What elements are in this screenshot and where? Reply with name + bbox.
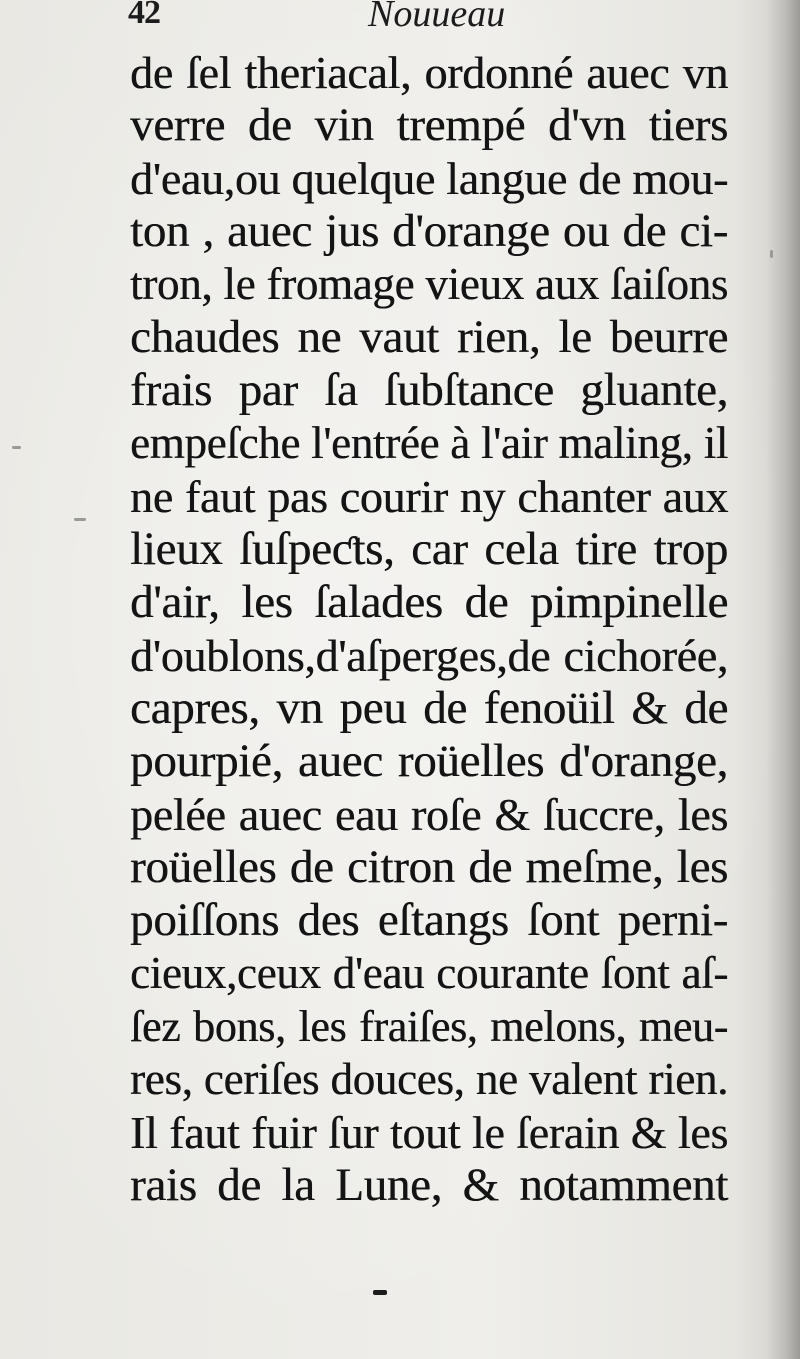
text-line: d'eau,ou quelque langue de mou- [130, 153, 729, 204]
gutter-shadow [766, 0, 800, 1359]
text-line: pelée auec eau roſe & ſuccre, les [130, 789, 728, 840]
text-line: d'oublons,d'aſperges,de cichorée, [130, 630, 728, 681]
text-line: de ſel theriacal, ordonné auec vn [130, 47, 728, 98]
body-text [130, 46, 728, 1212]
page-number: 42 [128, 0, 160, 31]
text-line: cieux,ceux d'eau courante ſont aſ- [130, 948, 728, 998]
text-line: poiſſons des eſtangs ſont perni- [130, 894, 728, 946]
margin-speck [12, 446, 21, 449]
text-line: ſez bons, les fraiſes, melons, meu- [130, 1002, 728, 1051]
footer-mark [373, 1290, 387, 1295]
text-line: roüelles de citron de meſme, les [130, 841, 728, 893]
text-line: Il faut fuir ſur tout le ſerain & les [130, 1107, 728, 1158]
text-line: capres, vn peu de fenoüil & de [130, 682, 728, 734]
text-line: lieux ſuſpeƈts, car cela tire trop [130, 523, 728, 575]
text-line: chaudes ne vaut rien, le beurre [130, 311, 728, 363]
text-line: pourpié, auec roüelles d'orange, [130, 735, 728, 787]
text-line: res, ceriſes douces, ne valent rien. [130, 1054, 728, 1104]
running-head: Nouueau [368, 0, 506, 35]
margin-speck [74, 518, 86, 521]
text-line: ne faut pas courir ny chanter aux [130, 471, 728, 522]
text-line: tron, le fromage vieux aux ſaiſons [130, 259, 728, 309]
margin-speck [770, 250, 773, 258]
text-line: empeſche l'entrée à l'air maling, il [130, 418, 728, 468]
text-line: verre de vin trempé d'vn tiers [130, 99, 728, 151]
text-line: d'air, les ſalades de pimpinelle [130, 576, 728, 628]
text-line: ton , auec jus d'orange ou de ci- [130, 205, 728, 257]
text-line: frais par ſa ſubſtance gluante, [130, 364, 728, 416]
page-header [128, 0, 728, 40]
text-line: rais de la Lune, & notamment [130, 1159, 728, 1211]
